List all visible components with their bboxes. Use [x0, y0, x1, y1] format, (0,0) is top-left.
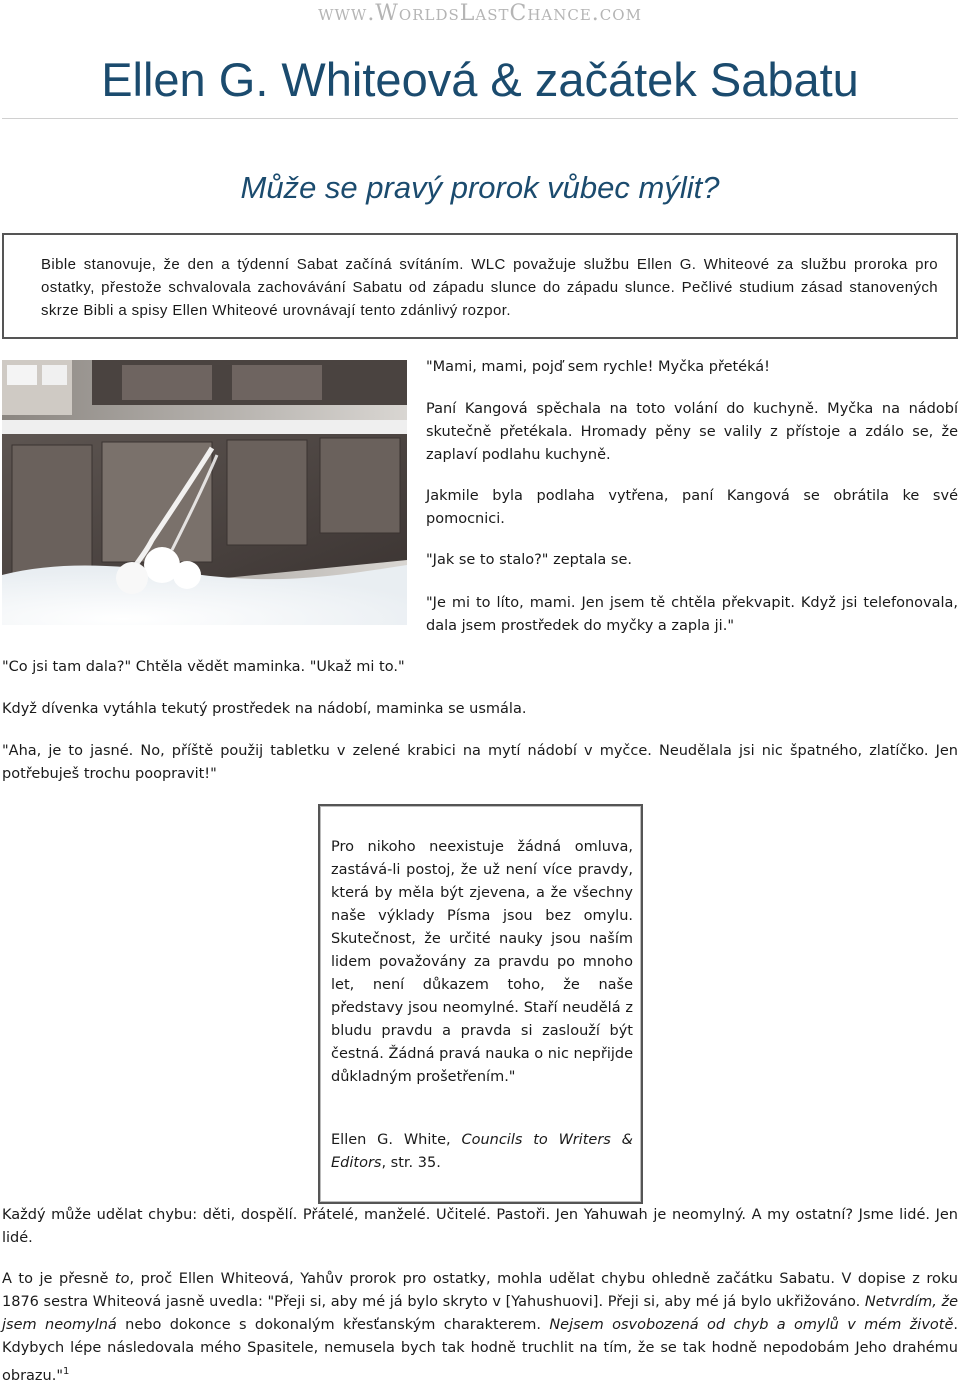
page-title: Ellen G. Whiteová & začátek Sabatu	[101, 53, 859, 106]
story-paragraph-1: "Mami, mami, pojď sem rychle! Myčka přetéká!	[426, 359, 770, 375]
body-paragraph-2	[2, 1268, 958, 1388]
story-paragraph-5: "Je mi to líto, mami. Jen jsem tě chtěla překvapit. Když jsi telefonovala, dala jsem prostředek do myčky a zapla ji."	[426, 595, 958, 634]
story-paragraph-4: "Jak se to stalo?" zeptala se.	[426, 552, 633, 568]
body-text-g: . Kdybych lépe následovala mého Spasitele, nemusela bych tak hodně truchlit na tím, že se tak hodně nepodobám Jeho drahému obrazu."	[2, 1317, 959, 1384]
site-logo: www.WorldsLastChance.com	[318, 1, 642, 26]
quote-author: Ellen G. White,	[331, 1132, 462, 1148]
quote-page: , str. 35.	[381, 1155, 441, 1171]
quote-box	[318, 804, 643, 1204]
page-subtitle: Může se pravý prorok vůbec mýlit?	[240, 170, 720, 205]
body-text-e: nebo dokonce s dokonalým křesťanským charakterem.	[116, 1317, 550, 1333]
story-paragraph-6: "Co jsi tam dala?" Chtěla vědět maminka. "Ukaž mi to."	[2, 659, 405, 675]
body-text-f: Nejsem osvobozená od chyb a omylů v mém životě	[549, 1317, 954, 1333]
body-text-b: to	[114, 1271, 130, 1287]
body-text-d: Netvrdím, že jsem neomylná	[2, 1294, 958, 1333]
body-text-a: A to je přesně	[2, 1271, 115, 1287]
story-paragraph-2: Paní Kangová spěchala na toto volání do kuchyně. Myčka na nádobí skutečně přetékala. Hromady pěny se valily z přístoje a zdálo se, že zaplaví podlahu kuchyně.	[426, 401, 958, 463]
dishwasher-foam-photo	[2, 360, 407, 625]
title-divider	[2, 118, 958, 119]
story-paragraph-3: Jakmile byla podlaha vytřena, paní Kangová se obrátila ke své pomocnici.	[426, 488, 958, 527]
body-paragraph-1: Každý může udělat chybu: děti, dospělí. Přátelé, manželé. Učitelé. Pastoři. Jen Yahuwah je neomylný. A my ostatní? Jsme lidé. Jen lidé.	[2, 1207, 958, 1246]
story-paragraph-8: "Aha, je to jasné. No, příště použij tabletku v zelené krabici na mytí nádobí v myčce. Neudělala jsi nic špatného, zlatíčko. Jen potřebuješ trochu poopravit!"	[2, 743, 958, 782]
intro-text: Bible stanovuje, že den a týdenní Sabat začíná svítáním. WLC považuje službu Ellen G. Whiteové za službu proroka pro ostatky, přestože schvalovala zachovávání Sabatu od západu slunce do západu slunce. Pečlivé studium zásad stanovených skrze Bibli a spisy Ellen Whiteové urovnávají tento zdánlivý rozpor.	[41, 256, 938, 319]
quote-text: Pro nikoho neexistuje žádná omluva, zastává-li postoj, že už není více pravdy, která by měla být zjevena, a že všechny naše výklady Písma jsou bez omylu. Skutečnost, že určité nauky jsou naším lidem považovány za pravdu po mnoho let, není důkazem toho, že naše představy jsou neomylné. Staří neudělá z bludu pravdu a pravda si zaslouží být čestná. Žádná pravá nauka o nic nepřijde důkladným prošetřením."	[331, 839, 633, 1085]
intro-box	[2, 233, 958, 339]
quote-citation	[331, 1129, 633, 1175]
body-text-c: , proč Ellen Whiteová, Yahův prorok pro ostatky, mohla udělat chybu ohledně začátku Sabatu. V dopise z roku 1876 sestra Whiteová jasně uvedla: "Přeji si, aby mé já bylo skryto v [Yahushuovi]. Přeji si, aby mé já bylo ukřižováno.	[2, 1271, 958, 1310]
footnote-marker[interactable]: 1	[63, 1366, 70, 1377]
quote-source: Councils to Writers & Editors	[331, 1132, 633, 1171]
story-paragraph-7: Když dívenka vytáhla tekutý prostředek na nádobí, maminka se usmála.	[2, 701, 527, 717]
